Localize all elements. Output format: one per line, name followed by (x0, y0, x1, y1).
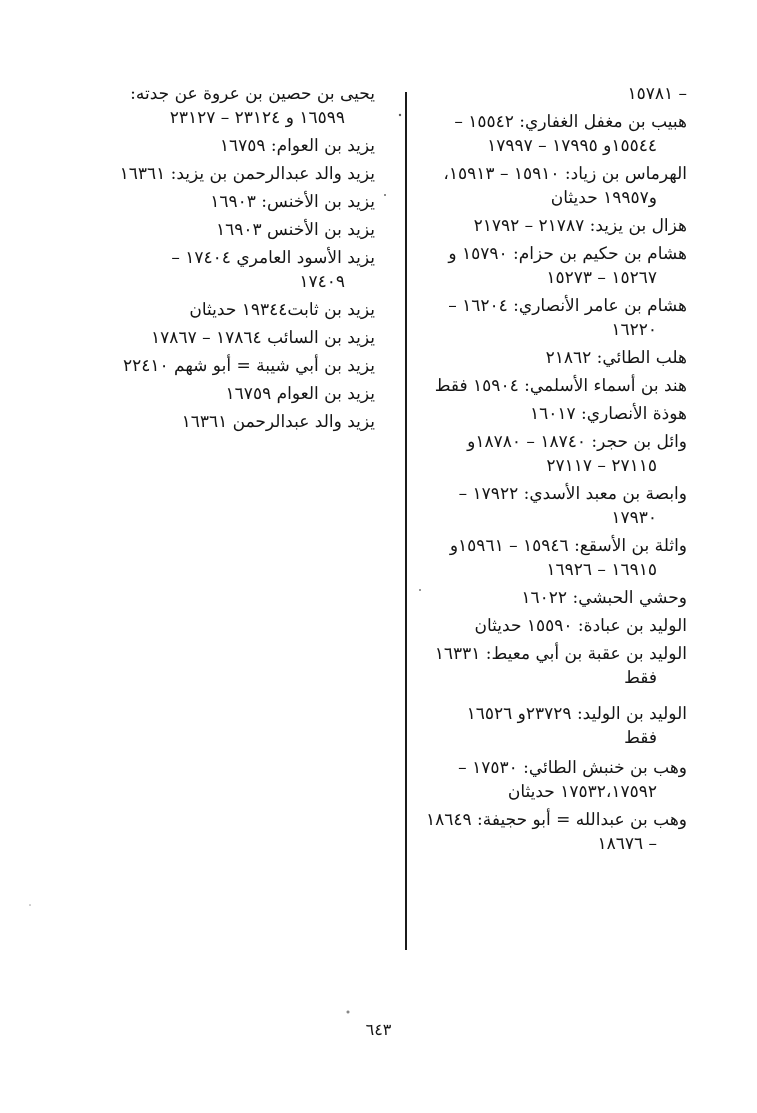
index-entry (110, 190, 375, 214)
entry-text: هوذة الأنصاري: ١٦٠١٧ (529, 404, 687, 424)
entry-text: هزال بن يزيد: ٢١٧٨٧ – ٢١٧٩٢ (473, 216, 687, 236)
index-entry (415, 642, 687, 690)
entry-text: هشام بن عامر الأنصاري: ١٦٢٠٤ – (448, 296, 687, 316)
entry-text: يزيد بن الأخنس: ١٦٩٠٣ (210, 192, 375, 212)
entry-continuation: ١٧٤٠٩ (299, 272, 345, 292)
entry-text: وهب بن عبدالله = أبو حجيفة: ١٨٦٤٩ (426, 810, 687, 830)
entry-continuation: ١٥٥٤٤و ١٧٩٩٥ – ١٧٩٩٧ (487, 136, 657, 156)
entry-text: يزيد والد عبدالرحمن ١٦٣٦١ (181, 412, 375, 432)
index-entry (415, 756, 687, 804)
index-entry (415, 294, 687, 342)
index-entry (110, 134, 375, 158)
entry-text: يزيد بن الأخنس ١٦٩٠٣ (215, 220, 375, 240)
entry-continuation: – ١٥٧٨١ (627, 84, 687, 104)
entry-text: هند بن أسماء الأسلمي: ١٥٩٠٤ فقط (434, 376, 687, 396)
entry-text: وائل بن حجر: ١٨٧٤٠ – ١٨٧٨٠و (467, 432, 687, 452)
index-entry (110, 326, 375, 350)
left-column (110, 82, 375, 434)
index-entry (415, 808, 687, 856)
index-entry (415, 430, 687, 478)
index-entry (110, 354, 375, 378)
index-entry (415, 242, 687, 290)
index-entry (415, 614, 687, 638)
entry-text: هشام بن حكيم بن حزام: ١٥٧٩٠ و (448, 244, 687, 264)
index-entry (415, 482, 687, 530)
entry-text: يزيد بن العوام ١٦٧٥٩ (225, 384, 375, 404)
index-entry (110, 82, 375, 130)
entry-continuation: ١٧٩٣٠ (611, 508, 657, 528)
entry-text: وابصة بن معبد الأسدي: ١٧٩٢٢ – (458, 484, 687, 504)
index-entry (415, 586, 687, 610)
entry-text: وحشي الحبشي: ١٦٠٢٢ (521, 588, 687, 608)
entry-text: يحيى بن حصين بن عروة عن جدته: (130, 84, 375, 104)
entry-continuation: ١٦٥٩٩ و ٢٣١٢٤ – ٢٣١٢٧ (169, 108, 345, 128)
index-entry (110, 298, 375, 322)
entry-text: هلب الطائي: ٢١٨٦٢ (545, 348, 687, 368)
index-entry (110, 218, 375, 242)
entry-text: هبيب بن مغفل الغفاري: ١٥٥٤٢ – (454, 112, 687, 132)
entry-text: يزيد بن أبي شيبة = أبو شهم ٢٢٤١٠ (122, 356, 375, 376)
index-entry (415, 82, 687, 106)
index-entry (415, 162, 687, 210)
index-entry (415, 346, 687, 370)
entry-text: يزيد بن السائب ١٧٨٦٤ – ١٧٨٦٧ (151, 328, 375, 348)
entry-text: يزيد بن ثابت١٩٣٤٤ حديثان (189, 300, 375, 320)
entry-text: الوليد بن الوليد: ٢٣٧٢٩و ١٦٥٢٦ (466, 704, 687, 724)
entry-continuation: و١٩٩٥٧ حديثان (550, 188, 657, 208)
index-entry (415, 534, 687, 582)
entry-text: الهرماس بن زياد: ١٥٩١٠ – ١٥٩١٣، (443, 164, 687, 184)
index-entry (415, 374, 687, 398)
index-entry (110, 162, 375, 186)
entry-text: واثلة بن الأسقع: ١٥٩٤٦ – ١٥٩٦١و (449, 536, 687, 556)
index-entry (415, 702, 687, 750)
entry-text: الوليد بن عقبة بن أبي معيط: ١٦٣٣١ (434, 644, 687, 664)
entry-text: وهب بن خنبش الطائي: ١٧٥٣٠ – (458, 758, 687, 778)
index-entry (415, 110, 687, 158)
column-divider (405, 92, 407, 950)
index-entry (110, 410, 375, 434)
entry-continuation: فقط (624, 668, 657, 688)
entry-text: يزيد بن العوام: ١٦٧٥٩ (219, 136, 375, 156)
page-number: ٦٤٣ (365, 1020, 392, 1039)
entry-continuation: ١٧٥٣٢،١٧٥٩٢ حديثان (507, 782, 657, 802)
entry-continuation: ١٦٩١٥ – ١٦٩٢٦ (546, 560, 657, 580)
entry-text: يزيد الأسود العامري ١٧٤٠٤ – (171, 248, 375, 268)
index-entry (415, 214, 687, 238)
entry-continuation: فقط (624, 728, 657, 748)
index-entry (110, 382, 375, 406)
entry-text: يزيد والد عبدالرحمن بن يزيد: ١٦٣٦١ (119, 164, 375, 184)
entry-text: الوليد بن عبادة: ١٥٥٩٠ حديثان (474, 616, 687, 636)
entry-continuation: – ١٨٦٧٦ (597, 834, 657, 854)
right-column (415, 82, 687, 856)
entry-continuation: ٢٧١١٥ – ٢٧١١٧ (546, 456, 657, 476)
index-entry (415, 402, 687, 426)
index-entry (110, 246, 375, 294)
entry-continuation: ١٥٢٦٧ – ١٥٢٧٣ (546, 268, 657, 288)
entry-continuation: ١٦٢٢٠ (611, 320, 657, 340)
